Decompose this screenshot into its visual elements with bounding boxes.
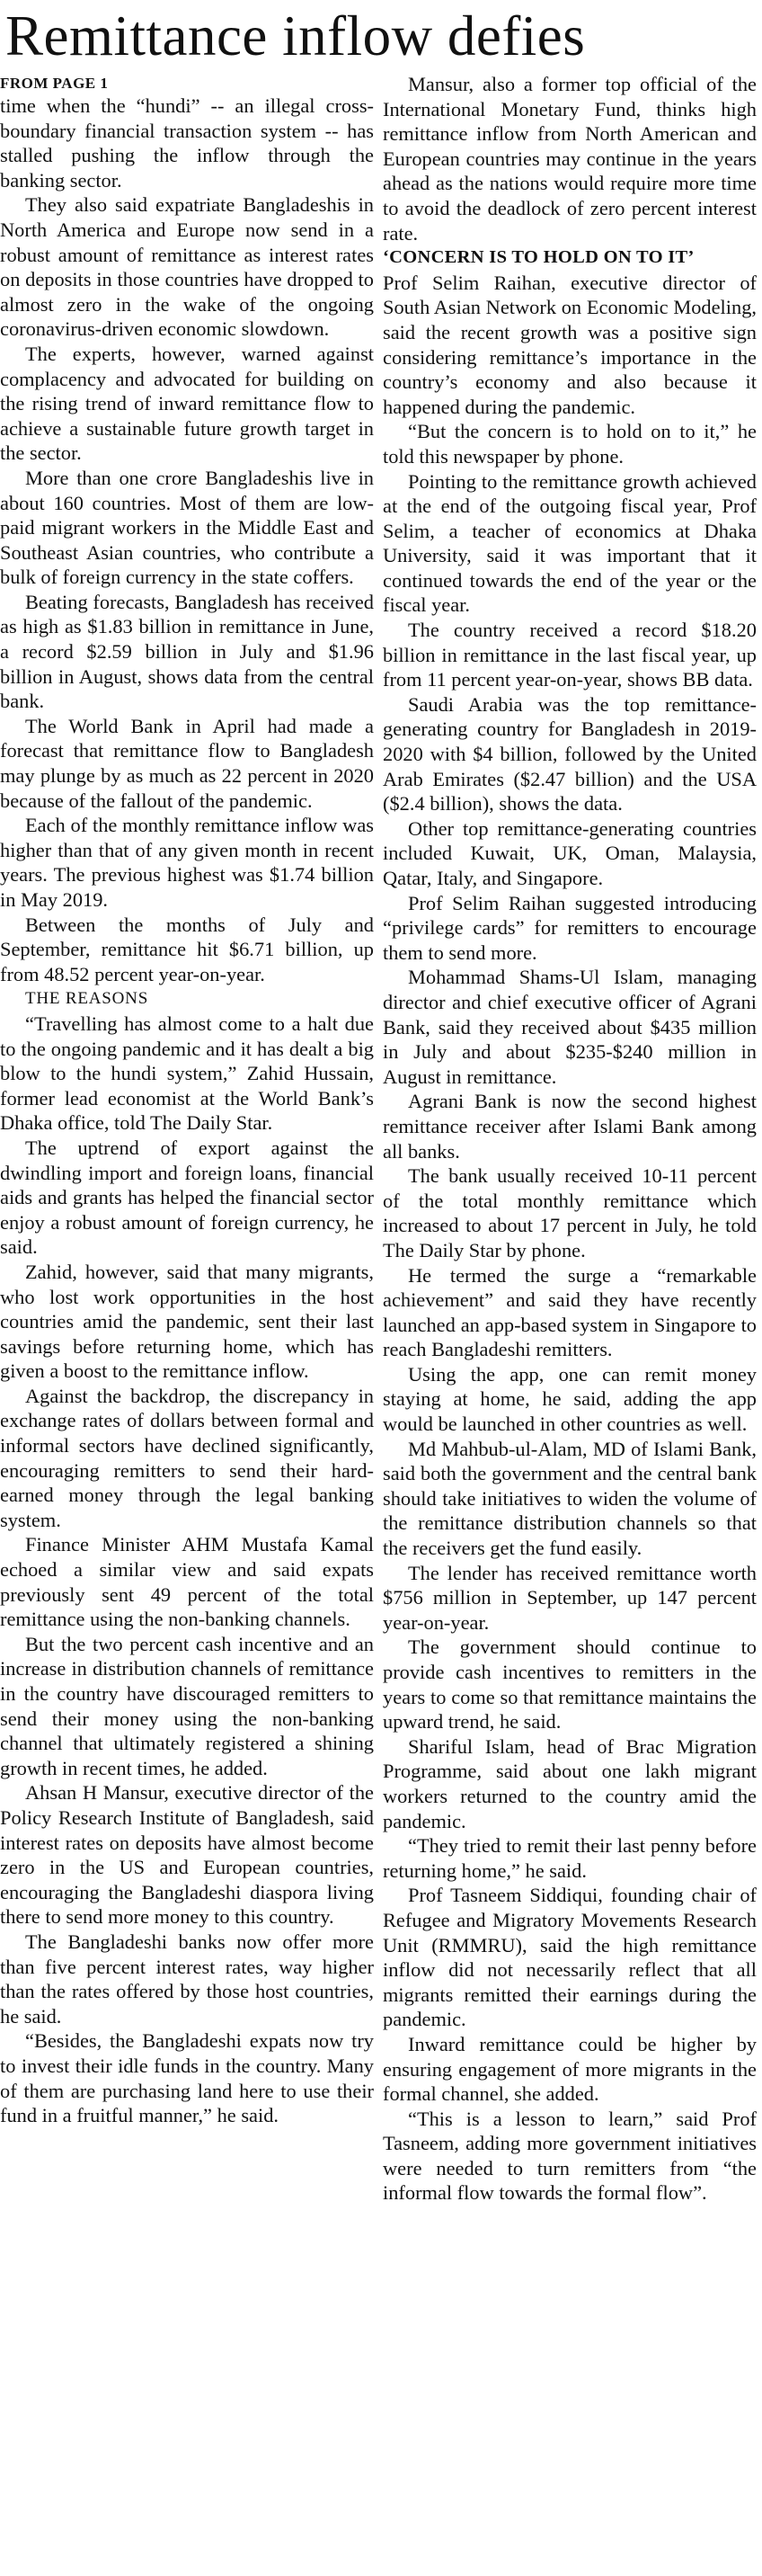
- paragraph: “Travelling has almost come to a halt due to the ongoing pandemic and it has dealt a big blow to the hundi system,” Zahid Hussain, former lead economist at the World Bank’s Dhaka office, told The Daily Star.: [0, 1012, 374, 1135]
- paragraph: Ahsan H Mansur, executive director of the Policy Research Institute of Bangladesh, said interest rates on deposits have almost become zero in the US and European countries, encouraging the Bangladeshi diaspora living there to send more money to this country.: [0, 1781, 374, 1929]
- paragraph: “But the concern is to hold on to it,” he told this newspaper by phone.: [383, 420, 757, 468]
- paragraph: Mansur, also a former top official of the International Monetary Fund, thinks high remittance inflow from North American and European countries may continue in the years ahead as the nations would require more time to avoid the deadlock of zero percent interest rate.: [383, 73, 757, 245]
- subhead-reasons: THE REASONS: [25, 989, 149, 1009]
- paragraph: Each of the monthly remittance inflow was higher than that of any given month in recent years. The previous highest was $1.74 billion in May 2019.: [0, 814, 374, 911]
- paragraph: Other top remittance-generating countries included Kuwait, UK, Oman, Malaysia, Qatar, Italy, and Singapore.: [383, 816, 757, 889]
- paragraph: More than one crore Bangladeshis live in about 160 countries. Most of them are low-paid migrant workers in the Middle East and Southeast Asian countries, who contribute a bulk of foreign currency in the state coffers.: [0, 466, 374, 589]
- paragraph: They also said expatriate Bangladeshis in North America and Europe now send in a robust amount of remittance as interest rates on deposits in those countries have dropped to almost zero in the wake of the ongoing coronavirus-driven economic slowdown.: [0, 193, 374, 341]
- paragraph: Zahid, however, said that many migrants, who lost work opportunities in the host countries amid the pandemic, sent their last savings before returning home, which has given a boost to the remittance inflow.: [0, 1260, 374, 1383]
- paragraph: The experts, however, warned against complacency and advocated for building on the rising trend of inward remittance flow to achieve a sustainable future growth target in the sector.: [0, 342, 374, 465]
- paragraph: The lender has received remittance worth $756 million in September, up 147 percent year-on-year.: [383, 1561, 757, 1634]
- paragraph: Mohammad Shams-Ul Islam, managing director and chief executive officer of Agrani Bank, said they received about $435 million in July and about $235-$240 million in August in remittance.: [383, 966, 757, 1088]
- subhead-concern: ‘CONCERN IS TO HOLD ON TO IT’: [383, 247, 695, 268]
- paragraph: Beating forecasts, Bangladesh has received as high as $1.83 billion in remittance in June, a record $2.59 billion in July and $1.96 billion in August, shows data from the central bank.: [0, 590, 374, 713]
- paragraph: Saudi Arabia was the top remittance-generating country for Bangladesh in 2019-2020 with $4 billion, followed by the United Arab Emirates ($2.47 billion) and the USA ($2.4 billion), shows the data.: [383, 692, 757, 816]
- paragraph: Prof Selim Raihan, executive director of South Asian Network on Economic Modeling, said the recent growth was a positive sign considering remittance’s importance in the country’s economy and also because it happened during the pandemic.: [383, 271, 757, 418]
- paragraph: The Bangladeshi banks now offer more than five percent interest rates, way higher than the rates offered by those host countries, he said.: [0, 1930, 374, 2028]
- left-column: [0, 72, 374, 2572]
- right-column: [383, 72, 757, 2572]
- paragraph: Prof Tasneem Siddiqui, founding chair of Refugee and Migratory Movements Research Unit (RMMRU), said the high remittance inflow did not necessarily reflect that all migrants remitted their earnings during the pandemic.: [383, 1884, 757, 2031]
- paragraph: Finance Minister AHM Mustafa Kamal echoed a similar view and said expats previously sent 49 percent of the total remittance using the non-banking channels.: [0, 1533, 374, 1631]
- paragraph: Inward remittance could be higher by ensuring engagement of more migrants in the formal channel, she added.: [383, 2032, 757, 2106]
- paragraph: He termed the surge a “remarkable achievement” and said they have recently launched an app-based system in Singapore to reach Bangladeshi remitters.: [383, 1263, 757, 1361]
- paragraph: Prof Selim Raihan suggested introducing “privilege cards” for remitters to encourage them to send more.: [383, 891, 757, 964]
- paragraph: Using the app, one can remit money staying at home, he said, adding the app would be launched in other countries as well.: [383, 1362, 757, 1436]
- paragraph: “This is a lesson to learn,” said Prof Tasneem, adding more government initiatives were needed to turn remitters from “the informal flow towards the formal flow”.: [383, 2107, 757, 2205]
- paragraph: But the two percent cash incentive and an increase in distribution channels of remittance in the country have discouraged remitters to send their money using the non-banking channel that ultimately registered a shining growth in recent times, he added.: [0, 1632, 374, 1779]
- paragraph: Against the backdrop, the discrepancy in exchange rates of dollars between formal and informal sectors have declined significantly, encouraging remitters to send their hard-earned money through the legal banking system.: [0, 1384, 374, 1531]
- from-page-label: FROM PAGE 1: [0, 75, 109, 92]
- paragraph: The World Bank in April had made a forecast that remittance flow to Bangladesh may plunge by as much as 22 percent in 2020 because of the fallout of the pandemic.: [0, 714, 374, 812]
- paragraph: time when the “hundi” -- an illegal cross-boundary financial transaction system -- has stalled pushing the inflow through the banking sector.: [0, 94, 374, 192]
- paragraph: Between the months of July and September, remittance hit $6.71 billion, up from 48.52 percent year-on-year.: [0, 913, 374, 985]
- paragraph: “Besides, the Bangladeshi expats now try to invest their idle funds in the country. Many of them are purchasing land here to use their fund in a fruitful manner,” he said.: [0, 2029, 374, 2127]
- paragraph: The government should continue to provide cash incentives to remitters in the years to come so that remittance maintains the upward trend, he said.: [383, 1636, 757, 1734]
- paragraph: Shariful Islam, head of Brac Migration Programme, said about one lakh migrant workers returned to the country amid the pandemic.: [383, 1734, 757, 1832]
- headline: Remittance inflow defies: [5, 4, 586, 67]
- paragraph: The bank usually received 10-11 percent of the total monthly remittance which increased to about 17 percent in July, he told The Daily Star by phone.: [383, 1164, 757, 1261]
- paragraph: Md Mahbub-ul-Alam, MD of Islami Bank, said both the government and the central bank should take initiatives to widen the volume of the remittance distribution channels so that the receivers get the fund easily.: [383, 1437, 757, 1560]
- paragraph: The country received a record $18.20 billion in remittance in the last fiscal year, up from 11 percent year-on-year, shows BB data.: [383, 619, 757, 691]
- paragraph: Agrani Bank is now the second highest remittance receiver after Islami Bank among all banks.: [383, 1090, 757, 1163]
- paragraph: “They tried to remit their last penny before returning home,” he said.: [383, 1834, 757, 1882]
- paragraph: The uptrend of export against the dwindling import and foreign loans, financial aids and grants has helped the financial sector enjoy a robust amount of foreign currency, he said.: [0, 1136, 374, 1259]
- paragraph: Pointing to the remittance growth achieved at the end of the outgoing fiscal year, Prof Selim, a teacher of economics at Dhaka University, said it was important that it continued towards the end of the year or the fiscal year.: [383, 469, 757, 617]
